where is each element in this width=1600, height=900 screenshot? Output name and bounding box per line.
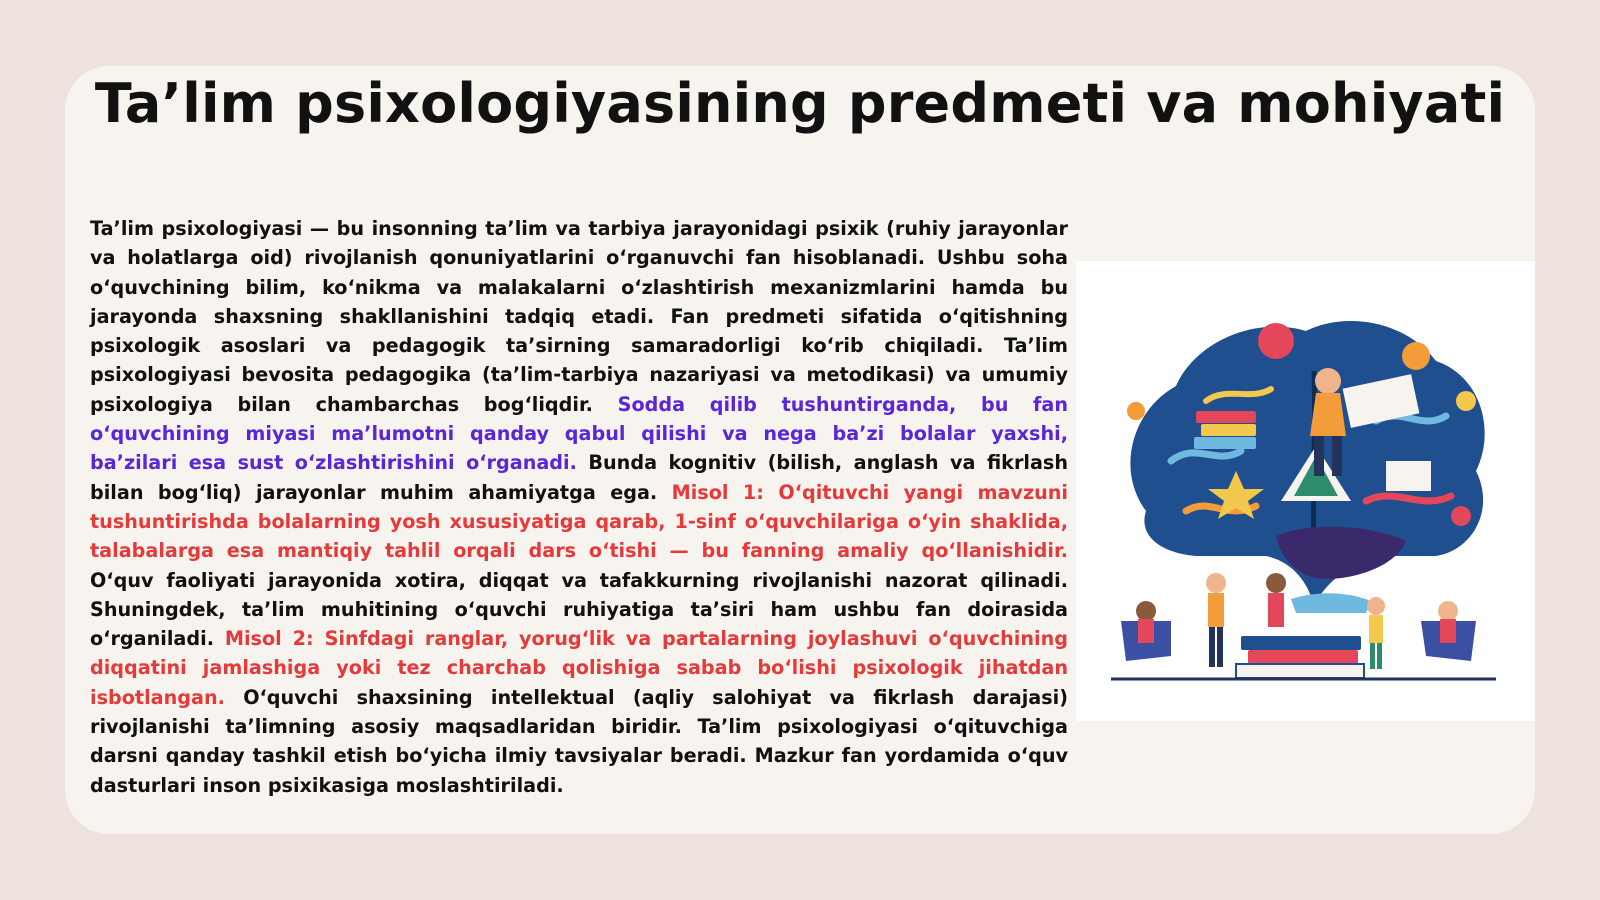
example-1: Misol 1: O‘qituvchi yangi mavzuni tushuntirishda bolalarning yosh xususiyatiga qarab, 1-sinf o‘quvchilariga o‘yin shaklida, talabalarga esa mantiqiy tahlil orqali dars o‘tishi — bu fanning amaliy qo‘llanishidir. — [90, 480, 1069, 563]
paragraph-part-2: Bunda kognitiv (bilish, anglash va fikrlash bilan bog‘liq) jarayonlar muhim ahamiyatga ega. — [90, 451, 1069, 504]
paragraph-part-3: O‘quv faoliyati jarayonida xotira, diqqat va tafakkurning rivojlanishi nazorat qilinadi. Shuningdek, ta’lim muhitining o‘quvchi ruhiyatiga ta’siri ham ushbu fan doirasida o‘rganiladi. — [90, 568, 1068, 651]
paragraph-part-4: O‘quvchi shaxsining intellektual (aqliy salohiyat va fikrlash darajasi) rivojlanishi ta’limning asosiy maqsadlaridan biridir. Ta’lim psixologiyasi o‘qituvchiga darsni qanday tashkil etish bo‘yicha ilmiy tavsiyalar beradi. Mazkur fan yordamida o‘quv dasturlari inson psixikasiga moslashtiriladi. — [90, 685, 1068, 797]
body-paragraph — [90, 214, 1068, 800]
example-2: Misol 2: Sinfdagi ranglar, yorug‘lik va partalarning joylashuvi o‘quvchining diqqatini jamlashiga yoki tez charchab qolishiga sabab bo‘lishi psixologik jihatdan isbotlangan. — [90, 627, 1068, 709]
paragraph-part-1: Ta’lim psixologiyasi — bu insonning ta’lim va tarbiya jarayonidagi psixik (ruhiy jarayonlar va holatlarga oid) rivojlanish qonuniyatlarini o‘rganuvchi fan hisoblanadi. Ushbu soha o‘quvchining bilim, ko‘nikma va malakalarni o‘zlashtirish mexanizmlarini hamda bu jarayonda shaxsning shakllanishini tadqiq etadi. Fan predmeti sifatida o‘qitishning psixologik asoslari va pedagogik ta’sirning samaradorligi ko‘rib chiqiladi. Ta’lim psixologiyasi bevosita pedagogika (ta’lim-tarbiya nazariyasi va metodikasi) va umumiy psixologiya bilan chambarchas bog‘liqdir. — [90, 217, 1068, 416]
brain-education-illustration — [1076, 261, 1535, 721]
slide-title: Ta’lim psixologiyasining predmeti va mohiyati — [94, 72, 1506, 135]
purple-highlight: Sodda qilib tushuntirganda, bu fan o‘quvchining miyasi ma’lumotni qanday qabul qilishi va nega ba’zi bolalar yaxshi, ba’zilari esa sust o‘zlashtirishini o‘rganadi. — [90, 392, 1069, 475]
brain-illustration-svg — [1076, 261, 1535, 721]
